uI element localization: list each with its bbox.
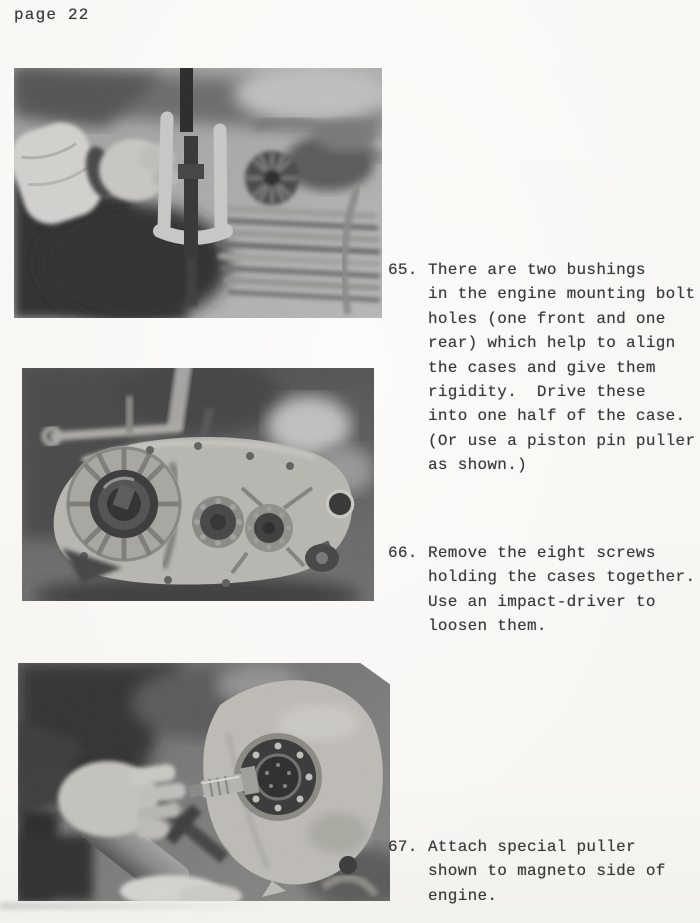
scan-artifact	[0, 902, 340, 910]
instruction-66-text	[428, 541, 695, 639]
instruction-line: in the engine mounting bolt	[428, 285, 696, 304]
instruction-line: as shown.)	[428, 456, 528, 475]
instruction-67-number: 67.	[388, 838, 418, 856]
instruction-line: holes (one front and one	[428, 309, 666, 328]
photo-piston-pin-puller	[14, 68, 382, 318]
instruction-65-text	[428, 258, 695, 478]
instruction-line: There are two bushings	[428, 261, 646, 279]
instruction-line: Use an impact-driver to	[428, 592, 656, 611]
photo-piston-pin-puller-illustration	[14, 68, 382, 318]
instruction-line: holding the cases together.	[428, 568, 696, 587]
instruction-line: rigidity. Drive these	[428, 383, 646, 402]
instruction-line: shown to magneto side of	[428, 862, 666, 881]
instruction-line: (Or use a piston pin puller	[428, 431, 696, 450]
instruction-line: rear) which help to align	[428, 334, 676, 353]
instruction-66-number: 66.	[388, 544, 418, 562]
instruction-66	[388, 541, 695, 639]
instruction-line: Remove the eight screws	[428, 544, 656, 562]
instruction-67	[388, 835, 666, 908]
photo-magneto-puller	[18, 663, 390, 901]
instruction-67-text	[428, 835, 666, 908]
instruction-line: the cases and give them	[428, 358, 656, 377]
instruction-line: into one half of the case.	[428, 407, 686, 426]
instruction-65-number: 65.	[388, 261, 418, 279]
photo-crankcase-half-illustration	[22, 368, 374, 601]
instruction-65	[388, 258, 695, 478]
instruction-line: engine.	[428, 886, 498, 905]
instruction-line: loosen them.	[428, 617, 547, 636]
photo-magneto-puller-illustration	[18, 663, 390, 901]
photo-crankcase-half	[22, 368, 374, 601]
instruction-line: Attach special puller	[428, 838, 636, 856]
page-number: page 22	[14, 6, 90, 24]
